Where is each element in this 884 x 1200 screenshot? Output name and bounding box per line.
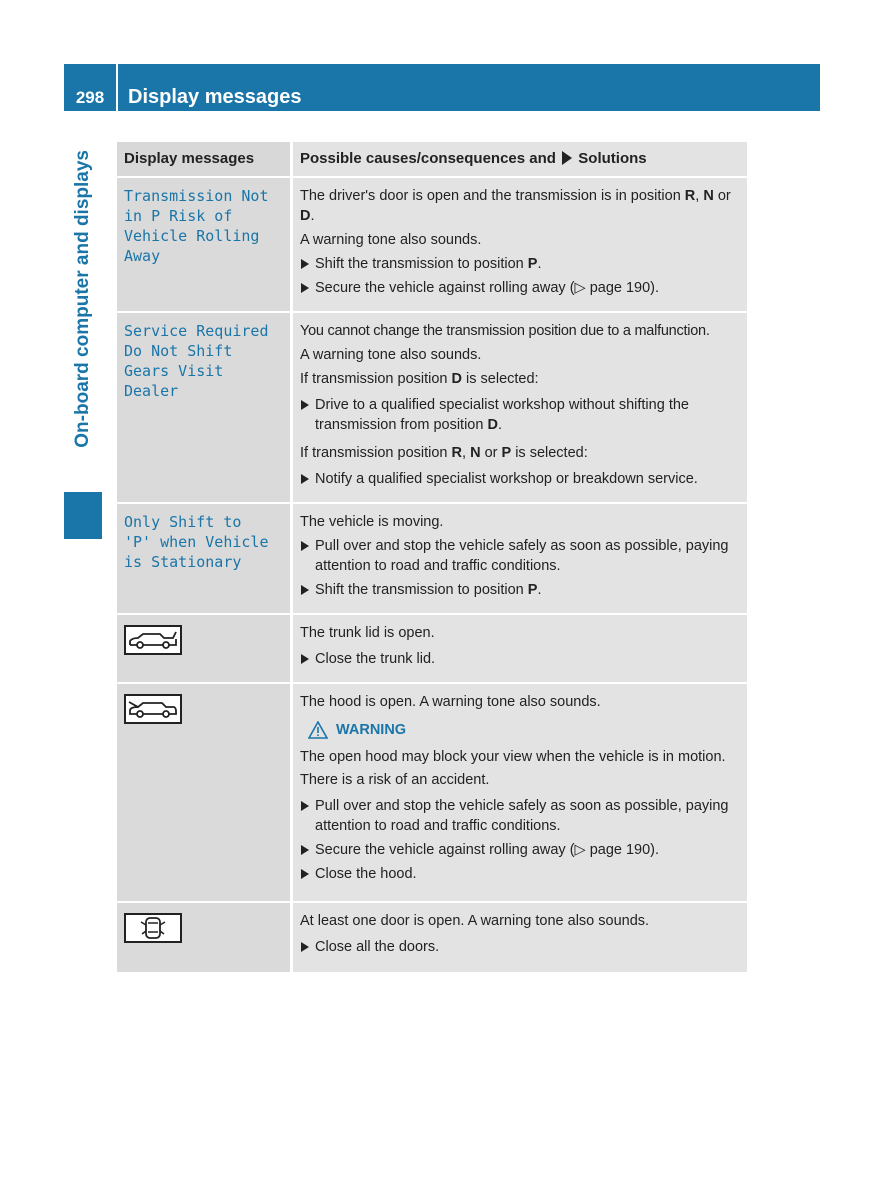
page-title: Display messages bbox=[128, 86, 302, 108]
column-header-messages: Display messages bbox=[117, 142, 292, 177]
condition-text: If transmission position D is selected: bbox=[300, 371, 539, 387]
warning-triangle-icon bbox=[308, 721, 328, 739]
cause-text: The trunk lid is open. bbox=[300, 625, 435, 641]
display-message: Only Shift to 'P' when Vehicle is Stationary bbox=[124, 513, 269, 571]
display-message: Transmission Not in P Risk of Vehicle Rolling Away bbox=[124, 187, 269, 265]
table-header-row bbox=[117, 142, 747, 177]
solution-step: Pull over and stop the vehicle safely as soon as possible, paying attention to road and traffic conditions. bbox=[300, 796, 740, 836]
solution-step: Close the hood. bbox=[300, 864, 740, 884]
message-cell bbox=[117, 177, 292, 312]
door-open-icon bbox=[124, 913, 182, 943]
cause-text: A warning tone also sounds. bbox=[300, 347, 482, 363]
trunk-open-icon bbox=[124, 625, 182, 655]
solution-step: Close the trunk lid. bbox=[300, 649, 740, 669]
solution-step: Secure the vehicle against rolling away (▷ page 190). bbox=[300, 278, 740, 298]
header-divider bbox=[116, 64, 118, 111]
display-message: Service Required Do Not Shift Gears Visit Dealer bbox=[124, 322, 269, 400]
table-row bbox=[117, 503, 747, 614]
message-cell bbox=[117, 614, 292, 683]
cause-text: At least one door is open. A warning tone also sounds. bbox=[300, 913, 650, 929]
page-number: 298 bbox=[75, 88, 105, 107]
hood-open-icon bbox=[124, 694, 182, 724]
table-row bbox=[117, 177, 747, 312]
cause-text: You cannot change the transmission position due to a malfunction. bbox=[300, 323, 710, 339]
cause-text: The driver's door is open and the transmission is in position R, N or D. bbox=[300, 188, 731, 224]
condition-text: If transmission position R, N or P is selected: bbox=[300, 445, 588, 461]
message-cell bbox=[117, 902, 292, 972]
solution-cell bbox=[292, 503, 748, 614]
table-row bbox=[117, 614, 747, 683]
arrow-icon bbox=[562, 151, 572, 165]
message-cell bbox=[117, 312, 292, 503]
cause-text: A warning tone also sounds. bbox=[300, 232, 482, 248]
cause-text: The hood is open. A warning tone also sounds. bbox=[300, 694, 601, 710]
solution-cell bbox=[292, 683, 748, 902]
solution-cell bbox=[292, 177, 748, 312]
solution-step: Shift the transmission to position P. bbox=[300, 580, 740, 600]
solution-cell bbox=[292, 312, 748, 503]
cause-text: The vehicle is moving. bbox=[300, 514, 444, 530]
warning-heading bbox=[308, 720, 740, 740]
solution-step: Secure the vehicle against rolling away (▷ page 190). bbox=[300, 840, 740, 860]
side-tab bbox=[64, 150, 102, 490]
side-tab-label: On-board computer and displays bbox=[72, 150, 93, 448]
solution-step: Shift the transmission to position P. bbox=[300, 254, 740, 274]
column-header-solutions-text: Solutions bbox=[578, 150, 647, 167]
solution-step: Close all the doors. bbox=[300, 937, 740, 957]
solution-cell bbox=[292, 902, 748, 972]
solution-step: Drive to a qualified specialist workshop without shifting the transmission from position D. bbox=[300, 395, 740, 435]
solution-step: Notify a qualified specialist workshop or breakdown service. bbox=[300, 469, 740, 489]
column-header-causes-text: Possible causes/consequences and bbox=[300, 150, 556, 167]
table-row bbox=[117, 683, 747, 902]
solution-step: Pull over and stop the vehicle safely as soon as possible, paying attention to road and traffic conditions. bbox=[300, 536, 740, 576]
table-row bbox=[117, 902, 747, 972]
table-row bbox=[117, 312, 747, 503]
message-cell bbox=[117, 683, 292, 902]
page-header bbox=[64, 64, 820, 111]
side-tab-marker bbox=[64, 492, 102, 539]
column-header-causes bbox=[292, 142, 748, 177]
solution-cell bbox=[292, 614, 748, 683]
message-cell bbox=[117, 503, 292, 614]
display-messages-table bbox=[117, 142, 747, 972]
warning-text: The open hood may block your view when the vehicle is in motion. There is a risk of an accident. bbox=[300, 749, 726, 788]
warning-label: WARNING bbox=[336, 722, 407, 738]
